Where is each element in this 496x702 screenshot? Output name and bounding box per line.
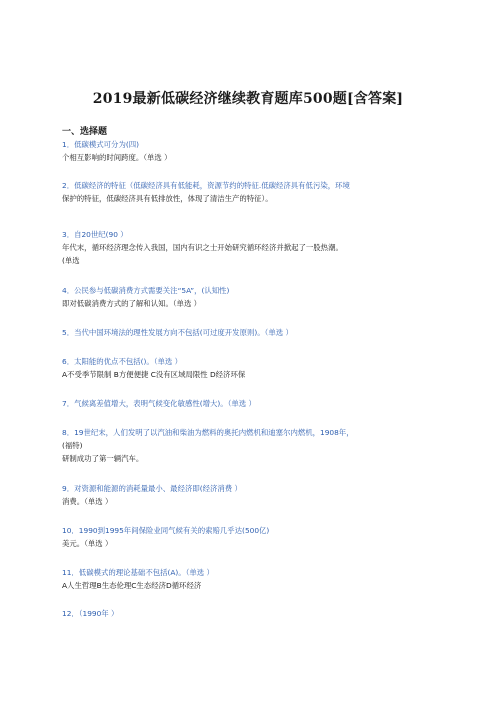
question-stem: 太阳能的优点不包括()。（单选 ） xyxy=(74,357,182,366)
question-line: 即对低碳消费方式的了解和认知。（单选 ） xyxy=(62,299,202,308)
question-number: 8． xyxy=(62,428,75,437)
question-stem: 低碳模式可分为(四) xyxy=(74,140,139,149)
question-item xyxy=(62,326,434,339)
question-item xyxy=(62,607,434,620)
question-item xyxy=(62,138,434,164)
question-item xyxy=(62,426,434,465)
question-number: 11． xyxy=(62,568,79,577)
question-line: A人生哲理B生态伦理C生态经济D循环经济 xyxy=(62,581,202,590)
question-stem: 自20世纪(90 ） xyxy=(74,230,128,239)
question-number: 5． xyxy=(62,328,75,337)
document-title: 2019最新低碳经济继续教育题库500题[含答案] xyxy=(92,91,404,107)
question-line: 研制成功了第一辆汽车。 xyxy=(62,454,144,463)
question-line: (福特) xyxy=(62,441,83,450)
question-stem: 气候离差值增大，表明气候变化敏感性(增大)。（单选 ） xyxy=(74,399,256,408)
question-line: (单选 xyxy=(62,256,80,265)
question-item xyxy=(62,179,434,205)
section-heading: 一、选择题 xyxy=(62,127,108,137)
question-item xyxy=(62,228,434,267)
question-number: 12． xyxy=(62,609,79,618)
question-number: 1． xyxy=(62,140,75,149)
question-number: 6． xyxy=(62,357,75,366)
question-stem: 对资源和能源的消耗量最小、最经济即(经济消费 ） xyxy=(74,484,242,493)
question-stem: 公民参与低碳消费方式需要关注“5A”，(认知性) xyxy=(74,286,230,295)
question-line: 个相互影响的时间跨度。（单选 ） xyxy=(62,153,172,162)
question-stem: 1990到1995年间保险业同气候有关的索赔几乎达(500亿) xyxy=(78,526,270,535)
question-line: 保护的特征，低碳经济具有低排放性，体现了清洁生产的特征）。 xyxy=(62,194,273,203)
question-item xyxy=(62,284,434,310)
question-line: 美元。（单选 ） xyxy=(62,539,113,548)
question-item xyxy=(62,397,434,410)
question-item xyxy=(62,524,434,550)
question-number: 7． xyxy=(62,399,75,408)
question-stem: 19世纪末，人们发明了以汽油和柴油为燃料的奥托内燃机和迪塞尔内燃机，1908年， xyxy=(74,428,354,437)
question-item xyxy=(62,355,434,381)
question-line: 消费。（单选 ） xyxy=(62,497,113,506)
question-item xyxy=(62,482,434,508)
question-line: 年代末，循环经济理念传入我国，国内有识之士开始研究循环经济并掀起了一股热潮。 xyxy=(62,243,343,252)
question-number: 3． xyxy=(62,230,75,239)
question-stem: 低碳模式的理论基础不包括(A)。（单选 ） xyxy=(78,568,214,577)
question-line: A不受季节限制 B方便便捷 C没有区域局限性 D经济环保 xyxy=(62,370,246,379)
question-stem: 当代中国环境法的理性发展方向不包括(可过度开发原则)。（单选 ） xyxy=(74,328,293,337)
question-number: 2． xyxy=(62,181,75,190)
question-stem: 低碳经济的特征（低碳经济具有低能耗，资源节约的特征.低碳经济具有低污染，环境 xyxy=(74,181,350,190)
question-number: 10． xyxy=(62,526,79,535)
question-number: 4． xyxy=(62,286,75,295)
question-item xyxy=(62,566,434,592)
question-stem: （1990年 ） xyxy=(78,609,119,618)
question-number: 9． xyxy=(62,484,75,493)
